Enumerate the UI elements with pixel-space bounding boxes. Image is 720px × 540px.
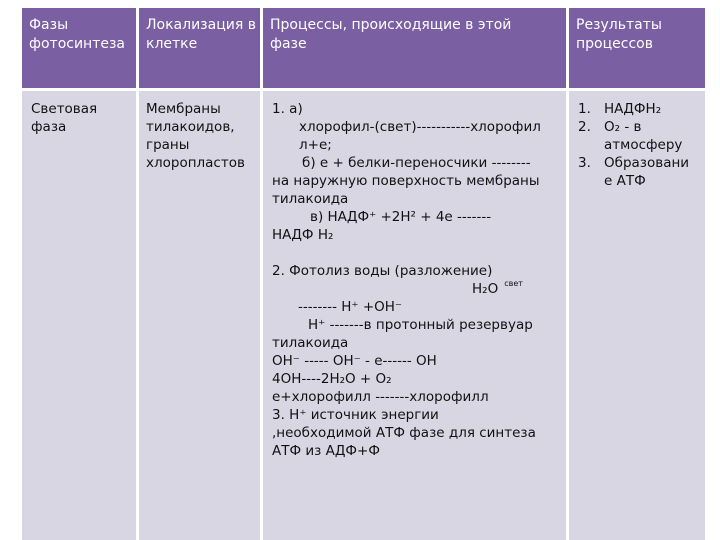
phase-line: фаза bbox=[31, 119, 67, 135]
location-line: Мембраны bbox=[146, 101, 221, 117]
process-line: ОН⁻ ----- ОН⁻ - е------ ОН bbox=[272, 353, 437, 369]
result-item bbox=[578, 136, 698, 154]
process-line: НАДФ Н₂ bbox=[272, 227, 334, 243]
process-line: 4ОН----2Н₂О + О₂ bbox=[272, 371, 392, 387]
header-location: Локализация в клетке bbox=[146, 17, 256, 52]
cell-phase bbox=[31, 100, 131, 136]
process-line: л+е; bbox=[299, 137, 332, 153]
water-formula: Н₂О bbox=[472, 281, 499, 297]
process-line: б) е + белки-переносчики -------- bbox=[302, 155, 531, 171]
result-number: 1. bbox=[578, 101, 591, 117]
result-number: 3. bbox=[578, 155, 591, 171]
cell-processes bbox=[272, 100, 564, 460]
process-line: 3. Н⁺ источник энергии bbox=[272, 407, 439, 423]
result-text: НАДФН₂ bbox=[604, 101, 662, 117]
process-line: е+хлорофилл -------хлорофилл bbox=[272, 389, 489, 405]
process-line: на наружную поверхность мембраны bbox=[272, 173, 540, 189]
process-line: 2. Фотолиз воды (разложение) bbox=[272, 263, 493, 279]
process-line: -------- Н⁺ +ОН⁻ bbox=[298, 299, 403, 315]
process-line: хлорофил-(свет)-----------хлорофил bbox=[299, 119, 541, 135]
light-label: свет bbox=[504, 279, 523, 288]
location-line: хлоропластов bbox=[146, 155, 245, 171]
process-line: ,необходимой АТФ фазе для синтеза bbox=[272, 425, 536, 441]
process-line: 1. а) bbox=[272, 101, 303, 117]
result-item bbox=[578, 172, 698, 190]
row-divider bbox=[22, 88, 705, 91]
process-line bbox=[272, 244, 564, 262]
result-item bbox=[578, 100, 698, 118]
photosynthesis-table bbox=[22, 8, 705, 540]
process-line: тилакоида bbox=[272, 191, 349, 207]
location-line: тилакоидов, bbox=[146, 119, 235, 135]
result-item bbox=[578, 154, 698, 172]
result-number: 2. bbox=[578, 119, 591, 135]
header-results: Результаты процессов bbox=[576, 17, 662, 52]
cell-results bbox=[578, 100, 698, 190]
result-text: О₂ - в bbox=[604, 119, 642, 135]
phase-line: Световая bbox=[31, 101, 98, 117]
process-line bbox=[272, 280, 564, 298]
header-processes: Процессы, происходящие в этой фазе bbox=[270, 17, 512, 52]
process-line: тилакоида bbox=[272, 335, 349, 351]
process-line: в) НАДФ⁺ +2Н² + 4е ------- bbox=[310, 209, 492, 225]
result-item bbox=[578, 118, 698, 136]
process-line: АТФ из АДФ+Ф bbox=[272, 443, 380, 459]
process-line: Н⁺ -------в протонный резервуар bbox=[308, 317, 533, 333]
header-phases: Фазы фотосинтеза bbox=[29, 17, 125, 52]
result-text: е АТФ bbox=[604, 173, 646, 189]
result-text: Образовани bbox=[604, 155, 690, 171]
cell-location bbox=[146, 100, 258, 172]
location-line: граны bbox=[146, 137, 190, 153]
result-text: атмосферу bbox=[604, 137, 683, 153]
